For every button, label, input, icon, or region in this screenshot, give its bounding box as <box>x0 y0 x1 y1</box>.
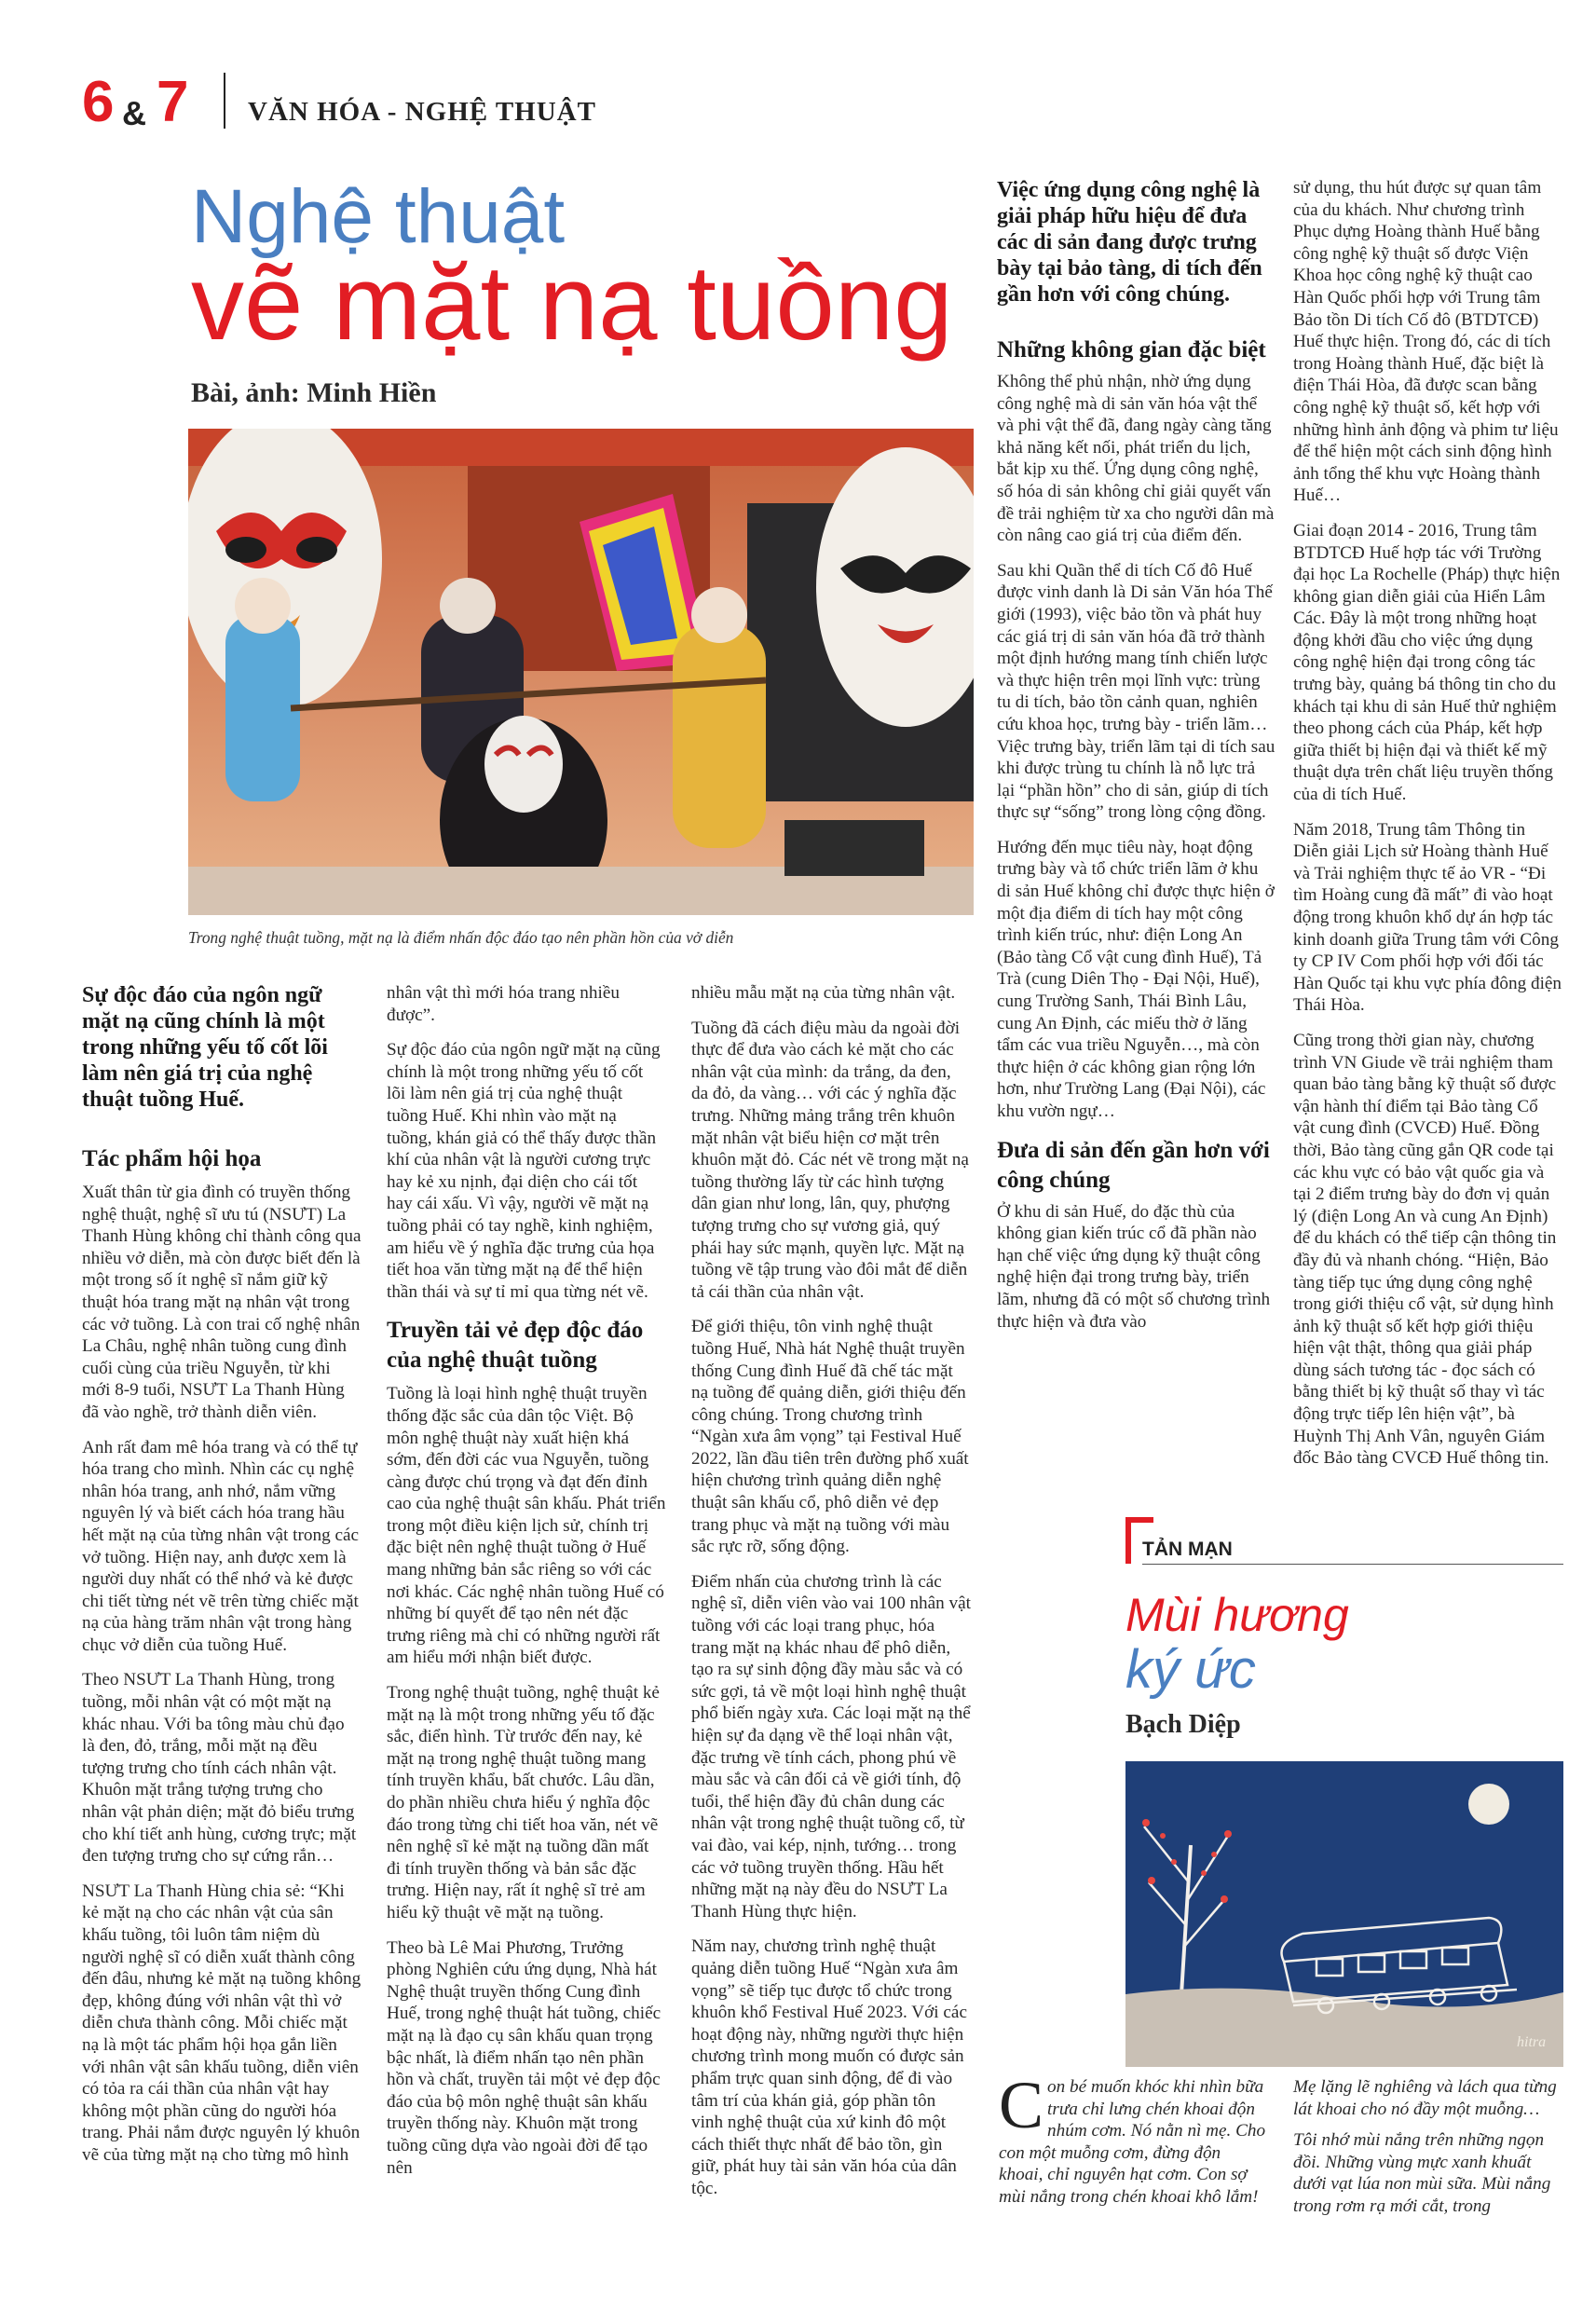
article-title-line2: vẽ mặt nạ tuồng <box>191 244 953 363</box>
page-header <box>82 65 734 140</box>
night-train-drawing <box>1125 1761 1563 2067</box>
paragraph: Không thể phủ nhận, nhờ ứng dụng công nghệ mà di sản văn hóa vật thể và phi vật thể đã, đang ngày càng tăng khả năng kết nối, phát triển du lịch, bắt kịp xu thế. Ứng dụng công nghệ, số hóa di sản không chỉ giải quyết vấn đề trải nghiệm từ xa cho người dân mà còn nâng cao giá trị của điểm đến. <box>997 372 1275 546</box>
sidebar-title-line2: ký ức <box>1125 1639 1256 1700</box>
drop-cap: C <box>999 2068 1044 2142</box>
article-column-5 <box>1293 177 1563 1483</box>
paragraph: sử dụng, thu hút được sự quan tâm của du khách. Như chương trình Phục dựng Hoàng thành Huế bằng công nghệ kỹ thuật số được Viện Khoa học công nghệ kỹ thuật cao Hàn Quốc phối hợp với Trung tâm Bảo tồn Di tích Cố đô (BTDTCĐ) Huế thực hiện. Trong đó, các di tích trong Hoàng thành Huế, đặc biệt là điện Thái Hòa, đã được scan bằng công nghệ kỹ thuật số, kết hợp với những hình ảnh động và phim tư liệu để thể hiện một cách sinh động hình ảnh tổng thể khu vực Hoàng thành Huế… <box>1293 178 1559 506</box>
tuong-stage-illustration <box>188 429 974 915</box>
paragraph: Năm 2018, Trung tâm Thông tin Diễn giải Lịch sử Hoàng thành Huế và Trải nghiệm thực tế ảo VR - “Đi tìm Hoàng cung đã mất” đi vào hoạt động trong khuôn khổ dự án hợp tác kinh doanh giữa Trung tâm với Công ty CP IV Com phối hợp với đối tác Hàn Quốc tại khu vực phía đông điện Thái Hòa. <box>1293 819 1562 1016</box>
paragraph: Để giới thiệu, tôn vinh nghệ thuật tuồng Huế, Nhà hát Nghệ thuật truyền thống Cung đình Huế đã chế tác mặt nạ tuồng để quảng diễn, giới thiệu đến công chúng. Trong chương trình “Ngàn xưa âm vọng” tại Festival Huế 2022, lần đầu tiên trên đường phố xuất hiện chương trình quảng diễn nghệ thuật sân khấu cổ, phô diễn vẻ đẹp trang phục và mặt nạ tuồng với màu sắc rực rỡ, sống động. <box>691 1317 969 1557</box>
illustration-signature: hitra <box>1517 2034 1547 2050</box>
paragraph: Hướng đến mục tiêu này, hoạt động trưng bày và tổ chức triển lãm ở khu di sản Huế không chỉ được thực hiện ở một địa điểm di tích hay một công trình kiến trúc, như: điện Long An (Bảo tàng Cổ vật cung đình Huế), Tả Trà (cung Diên Thọ - Đại Nội, Huế), cung Trường Sanh, Thái Bình Lâu, cung An Định, các miếu thờ ở lăng tẩm các vua triều Nguyễn…, mà còn thực hiện ở các không gian rộng lớn hơn, như Trường Lang (Đại Nội), các khu vườn ngự… <box>997 837 1275 1121</box>
sidebar-title-line1: Mùi hương <box>1125 1589 1349 1641</box>
sidebar-author: Bạch Diệp <box>1125 1710 1241 1739</box>
header-divider <box>224 73 225 129</box>
paragraph: Theo bà Lê Mai Phương, Trưởng phòng Nghiên cứu ứng dụng, Nhà hát Nghệ thuật truyền thống Cung đình Huế, trong nghệ thuật hát tuồng, chiếc mặt nạ là đạo cụ sân khấu quan trọng bậc nhất, là điểm nhấn tạo nên phần hồn và chất, truyền tải một vẻ đẹp độc đáo của bộ môn nghệ thuật sân khấu truyền thống này. Khuôn mặt trong tuồng cũng dựa vào ngoài đời để tạo nên <box>387 1937 662 2178</box>
paragraph: Điểm nhấn của chương trình là các nghệ sĩ, diễn viên vào vai 100 nhân vật tuồng với các loại trang phục, hóa trang mặt nạ khác nhau để phô diễn, tạo ra sự sinh động đầy màu sắc và có sức gợi, tả về một loại hình nghệ thuật phổ biến ngày xưa. Các loại mặt nạ thể hiện sự đa dạng về thể loại nhân vật, đặc trưng về tính cách, phong phú về màu sắc và cân đối cả về giới tính, độ tuổi, thể hiện đầy đủ chân dung các nhân vật trong nghệ thuật tuồng cổ, từ vai đào, vai kép, nịnh, tướng… trong các vở tuồng truyền thống. Hầu hết những mặt nạ này đều do NSƯT La Thanh Hùng thực hiện. <box>691 1571 972 1922</box>
page-number-right: 7 <box>157 70 189 134</box>
tag-underline <box>1142 1564 1563 1565</box>
paragraph: nhiều mẫu mặt nạ của từng nhân vật. <box>691 983 956 1003</box>
paragraph: Ở khu di sản Huế, do đặc thù của không gian kiến trúc cổ đã phần nào hạn chế việc ứng dụng kỹ thuật công nghệ hiện đại trong trưng bày, triển lãm, nhưng đã có một số chương trình thực hiện và đưa vào <box>997 1201 1271 1332</box>
column-4-body-a <box>997 371 1276 1123</box>
byline: Bài, ảnh: Minh Hiền <box>191 377 437 408</box>
heading-truyen-tai: Truyền tải vẻ đẹp độc đáo của nghệ thuật tuồng <box>387 1318 644 1374</box>
page-number-amp: & <box>122 94 146 132</box>
column-3-body <box>691 982 971 2199</box>
sidebar-lead: Việc ứng dụng công nghệ là giải pháp hữu hiệu để đưa các di sản đang được trưng bày tại bảo tàng, di tích đến gần hơn với công chúng. <box>997 178 1262 307</box>
paragraph: nhân vật thì mới hóa trang nhiều được”. <box>387 983 620 1025</box>
sidebar-paragraph: Mẹ lặng lẽ nghiêng và lách qua từng lát khoai cho nó đầy một muỗng… <box>1293 2077 1557 2119</box>
sidebar-paragraph: on bé muốn khóc khi nhìn bữa trưa chỉ lưng chén khoai độn nhúm cơm. Nó nằn nì mẹ. Cho con một muỗng cơm, đừng độn khoai, chỉ nguyên hạt cơm. Con sợ mùi nắng trong chén khoai khô lắm! <box>999 2077 1266 2207</box>
paragraph: NSƯT La Thanh Hùng chia sẻ: “Khi kẻ mặt nạ cho các nhân vật của sân khấu tuồng, tôi luôn tâm niệm dù người nghệ sĩ có diễn xuất thành công đến đâu, nhưng kẻ mặt nạ tuồng không đẹp, không đúng với nhân vật thì vở diễn chưa thành công. Mỗi chiếc mặt nạ là một tác phẩm hội họa gắn liền với nhân vật sân khấu tuồng, diễn viên có tỏa ra cái thần của nhân vật hay không một phần cũng do người hóa trang. Phải nắm được nguyên lý khuôn vẽ của từng mặt nạ cho từng mô hình <box>82 1881 361 2165</box>
paragraph: Sau khi Quần thể di tích Cố đô Huế được vinh danh là Di sản Văn hóa Thế giới (1993), việc bảo tồn và phát huy các giá trị di sản văn hóa đã trở thành một định hướng mang tính chiến lược và thực hiện trên mọi lĩnh vực: trùng tu di tích, bảo tồn cảnh quan, nghiên cứu khoa học, trưng bày - triển lãm… Việc trưng bày, triển lãm tại di tích sau khi được trùng tu chính là nỗ lực trả lại “phần hồn” cho di sản, giúp di tích thực sự “sống” trong lòng cộng đồng. <box>997 560 1275 823</box>
paragraph: Anh rất đam mê hóa trang và có thể tự hóa trang cho mình. Nhìn các cụ nghệ nhân hóa trang, anh nhớ, nắm vững nguyên lý và biết cách hóa trang hầu hết mặt nạ của từng nhân vật trong các vở tuồng. Hiện nay, anh được xem là người duy nhất có thể nhớ và kẻ được chi tiết từng nét vẽ trên từng chiếc mặt nạ của hàng trăm nhân vật trong hàng chục vở diễn của tuồng Huế. <box>82 1437 360 1655</box>
sidebar-text-right <box>1293 2076 1563 2218</box>
paragraph: Theo NSƯT La Thanh Hùng, trong tuồng, mỗi nhân vật có một mặt nạ khác nhau. Với ba tông màu chủ đạo là đen, đỏ, trắng, mỗi mặt nạ đều tượng trưng cho tính cách nhân vật. Khuôn mặt trắng tượng trưng cho nhân vật phản diện; mặt đỏ biểu trưng cho khí tiết anh hùng, cương trực; mặt đen tượng trưng cho sự cứng rắn… <box>82 1670 357 1867</box>
article-column-4 <box>997 177 1276 1346</box>
paragraph: Năm nay, chương trình nghệ thuật quảng diễn tuồng Huế “Ngàn xưa âm vọng” sẽ tiếp tục được tổ chức trong khuôn khổ Festival Huế 2023. Với các hoạt động này, những người thực hiện chương trình mong muốn có được sản phẩm trực quan sinh động, để đi vào tâm trí của khán giả, góp phần tôn vinh nghệ thuật của xứ kinh đô một cách thiết thực nhất để bảo tồn, gìn giữ, phát huy tài sản văn hóa của dân tộc. <box>691 1936 967 2198</box>
column-2-body-a <box>387 982 666 1303</box>
column-1-body <box>82 1182 361 2167</box>
article-column-2 <box>387 982 666 2192</box>
paragraph: Giai đoạn 2014 - 2016, Trung tâm BTDTCĐ Huế hợp tác với Trường đại học La Rochelle (Pháp) thực hiện không gian diễn giải của Hiển Lâm Các. Đây là một trong những hoạt động khởi đầu cho việc ứng dụng công nghệ hiện đại trong công tác trưng bày, quảng bá thông tin cho du khách tại khu di sản Huế thử nghiệm theo phong cách của Pháp, kết hợp giữa thiết bị hiện đại và thiết kế mỹ thuật dựa trên chất liệu truyền thống của di tích Huế. <box>1293 520 1561 805</box>
sidebar-text-left <box>999 2068 1269 2209</box>
train-illustration <box>1125 1761 1563 2067</box>
paragraph: Tuồng đã cách điệu màu da ngoài đời thực để đưa vào cách kẻ mặt cho các nhân vật của mình: da trắng, da đen, da đỏ, da vàng… với các ý nghĩa đặc trưng. Những mảng trắng trên khuôn mặt nhân vật biểu hiện cơ mặt trên khuôn mặt đỏ. Các nét vẽ trong mặt nạ tuồng thường lấy từ các hình tượng dân gian như long, lân, quy, phượng tượng trưng cho sự vương giả, quý phái hay sức mạnh, quyền lực. Mặt nạ tuồng vẽ tập trung vào đôi mắt để diễn tả cái thần của nhân vật. <box>691 1018 969 1302</box>
column-2-body-b <box>387 1383 666 2179</box>
page-number-left: 6 <box>82 70 115 134</box>
heading-tac-pham-hoi-hoa: Tác phẩm hội họa <box>82 1146 262 1171</box>
heading-dua-di-san: Đưa di sản đến gần hơn với công chúng <box>997 1137 1270 1193</box>
heading-khong-gian-dac-biet: Những không gian đặc biệt <box>997 337 1266 363</box>
paragraph: Tuồng là loại hình nghệ thuật truyền thống đặc sắc của dân tộc Việt. Bộ môn nghệ thuật này xuất hiện khá sớm, đến đời các vua Nguyễn, tuồng càng được chú trọng và đạt đến đỉnh cao của nghệ thuật sân khấu. Phát triển trong một điều kiện lịch sử, chính trị đặc biệt nên nghệ thuật tuồng ở Huế mang những bản sắc riêng so với các nơi khác. Các nghệ nhân tuồng Huế có những bí quyết để tạo nên nét đặc trưng riêng mà chỉ có những người rất am hiểu mới nhận biết được. <box>387 1384 666 1668</box>
photo-caption: Trong nghệ thuật tuồng, mặt nạ là điểm nhấn độc đáo tạo nên phần hồn của vở diễn <box>188 928 734 947</box>
stage-photo <box>188 429 974 915</box>
article-column-1 <box>82 982 361 2180</box>
paragraph: Xuất thân từ gia đình có truyền thống nghệ thuật, nghệ sĩ ưu tú (NSƯT) La Thanh Hùng không chỉ thành công qua nhiều vở diễn, mà còn được biết đến là một trong số ít nghệ sĩ nắm giữ kỹ thuật hóa trang mặt nạ nhân vật trong các vở tuồng. Là con trai cố nghệ nhân La Châu, nghệ nhân tuồng cung đình cuối cùng của triều Nguyễn, từ khi mới 8-9 tuổi, NSƯT La Thanh Hùng đã vào nghề, trở thành diễn viên. <box>82 1183 361 1422</box>
article-title-line1: Nghệ thuật <box>191 174 566 259</box>
article-column-3 <box>691 982 971 2212</box>
paragraph: Sự độc đáo của ngôn ngữ mặt nạ cũng chính là một trong những yếu tố cốt lõi làm nên giá trị của nghệ thuật tuồng Huế. Khi nhìn vào mặt nạ tuồng, khán giả có thể thấy được thần khí của nhân vật là người cương trực hay kẻ xu nịnh, đại diện cho cái tốt hay cái xấu. Vì vậy, người vẽ mặt nạ tuồng phải có tay nghề, kinh nghiệm, am hiểu về ý nghĩa đặc trưng của họa tiết hoa văn từng mặt nạ để thể hiện thần thái và sự tỉ mỉ qua từng nét vẽ. <box>387 1040 661 1302</box>
sidebar-paragraph: Tôi nhớ mùi nắng trên những ngọn đồi. Những vùng mực xanh khuất dưới vạt lúa non mùi sữa. Mùi nắng trong rơm rạ mới cắt, trong <box>1293 2130 1551 2216</box>
section-title: VĂN HÓA - NGHỆ THUẬT <box>248 97 596 127</box>
column-4-body-b <box>997 1201 1276 1334</box>
tag-label: TẢN MẠN <box>1142 1539 1233 1560</box>
article-lead: Sự độc đáo của ngôn ngữ mặt nạ cũng chính là một trong những yếu tố cốt lõi làm nên giá trị của nghệ thuật tuồng Huế. <box>82 983 328 1112</box>
paragraph: Cũng trong thời gian này, chương trình VN Giude về trải nghiệm tham quan bảo tàng bằng kỹ thuật số được vận hành thí điểm tại Bảo tàng Cổ vật cung đình (CVCĐ) Huế. Đồng thời, Bảo tàng cũng gắn QR code tại các khu vực có bảo vật quốc gia và tại 2 điểm trưng bày do đơn vị quản lý (điện Long An và cung An Định) để du khách có thể tiếp cận thông tin đầy đủ và nhanh chóng. “Hiện, Bảo tàng tiếp tục ứng dụng công nghệ trong giới thiệu cổ vật, sử dụng hình ảnh kỹ thuật số kết hợp giới thiệu hiện vật thật, thông qua giải pháp dùng sách tương tác - đọc sách có bằng thiết bị kỹ thuật số thay vì tác động trực tiếp lên hiện vật”, bà Huỳnh Thị Anh Vân, nguyên Giám đốc Bảo tàng CVCĐ Huế thông tin. <box>1293 1030 1557 1469</box>
column-5-body <box>1293 177 1563 1470</box>
paragraph: Trong nghệ thuật tuồng, nghệ thuật kẻ mặt nạ là một trong những yếu tố đặc sắc, điển hình. Từ trước đến nay, kẻ mặt nạ trong nghệ thuật tuồng mang tính truyền khẩu, bất chước. Lâu dần, do phần nhiều chưa hiểu ý nghĩa độc đáo trong từng chi tiết hoa văn, nét vẽ nên nghệ sĩ kẻ mặt nạ tuồng dần mất đi tính truyền thống và bản sắc đặc trưng. Hiện nay, rất ít nghệ sĩ trẻ am hiểu kỹ thuật vẽ mặt nạ tuồng. <box>387 1683 660 1922</box>
